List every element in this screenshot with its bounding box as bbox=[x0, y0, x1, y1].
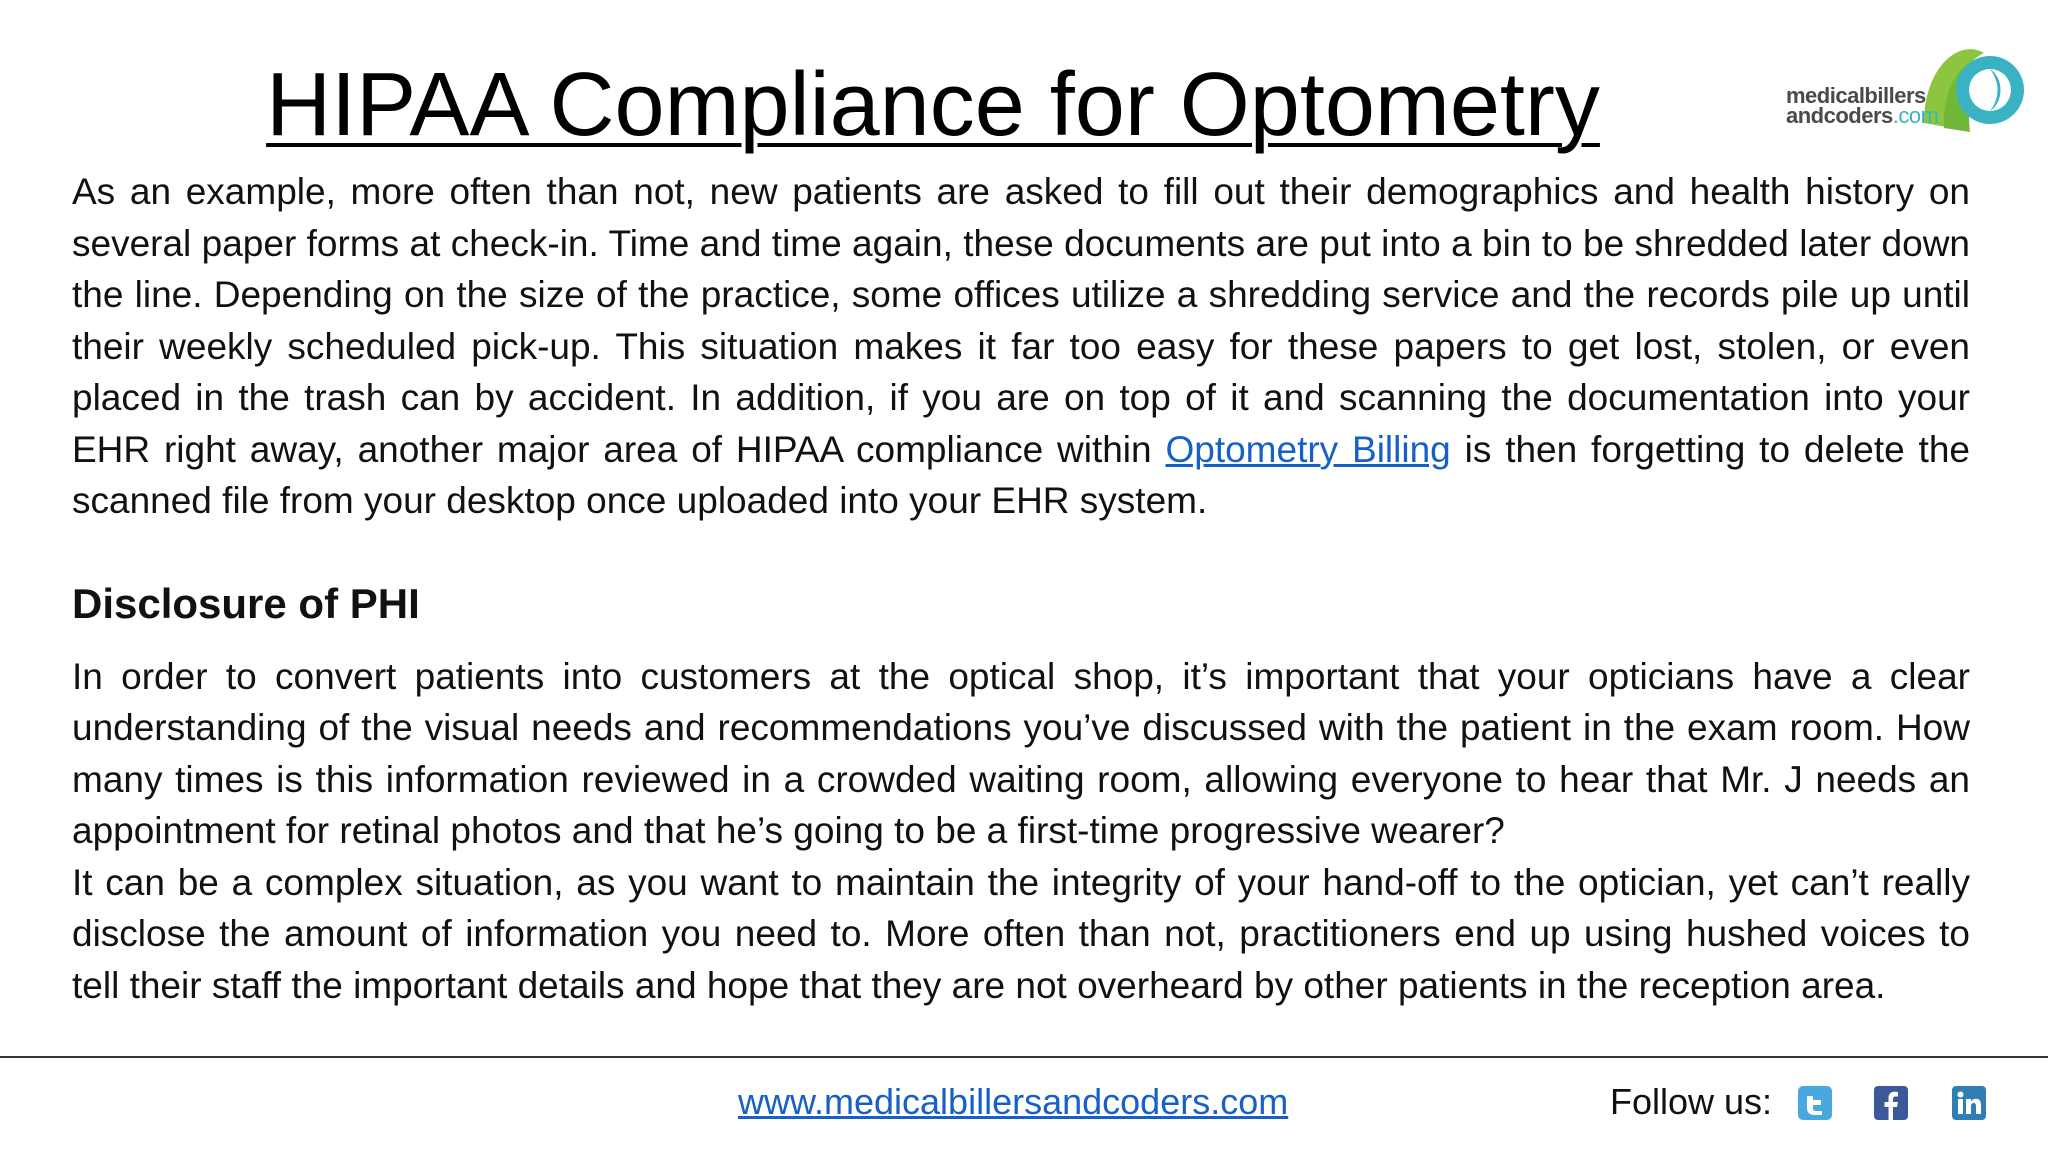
logo-wordmark bbox=[1786, 83, 1939, 128]
main-content bbox=[72, 166, 1970, 1011]
follow-us-label: Follow us: bbox=[1610, 1081, 1773, 1122]
page-title: HIPAA Compliance for Optometry bbox=[266, 55, 1600, 155]
website-link[interactable]: www.medicalbillersandcoders.com bbox=[738, 1081, 1289, 1122]
logo-line-1: medicalbillers bbox=[1786, 83, 1926, 108]
intro-text-after-link: is then forgetting to delete the scanned file from your desktop once uploaded into your EHR system. bbox=[72, 428, 1970, 521]
intro-text-before-link: As an example, more often than not, new patients are asked to fill out their demographics and health history on several paper forms at check-in. Time and time again, these documents are put into a bin to be shredded later down the line. Depending on the size of the practice, some offices utilize a shredding service and the records pile up until their weekly scheduled pick-up. This situation makes it far too easy for these papers to get lost, stolen, or even placed in the trash can by accident. In addition, if you are on top of it and scanning the documentation into your EHR right away, another major area of HIPAA compliance within bbox=[72, 171, 1970, 470]
logo-line-2 bbox=[1786, 103, 1939, 128]
logo-line-2-text: andcoders bbox=[1786, 103, 1893, 128]
disclosure-paragraph-2: It can be a complex situation, as you want to maintain the integrity of your hand-off to the optician, yet can’t really disclose the amount of information you need to. More often than not, practitioners end up using hushed voices to tell their staff the important details and hope that they are not overheard by other patients in the reception area. bbox=[72, 861, 1970, 1006]
logo-suffix: .com bbox=[1892, 103, 1939, 128]
optometry-billing-link[interactable]: Optometry Billing bbox=[1165, 428, 1451, 470]
disclosure-paragraph-1: In order to convert patients into customers at the optical shop, it’s important that your opticians have a clear understanding of the visual needs and recommendations you’ve discussed with the patient in the exam room. How many times is this information reviewed in a crowded waiting room, allowing everyone to hear that Mr. J needs an appointment for retinal photos and that he’s going to be a first-time progressive wearer? bbox=[72, 655, 1970, 851]
intro-paragraph bbox=[72, 166, 1970, 527]
footer-divider bbox=[0, 1056, 2048, 1058]
linkedin-icon[interactable] bbox=[1952, 1086, 1986, 1120]
twitter-icon[interactable] bbox=[1798, 1086, 1832, 1120]
section-heading: Disclosure of PHI bbox=[72, 579, 420, 627]
facebook-icon[interactable] bbox=[1874, 1086, 1908, 1120]
company-logo[interactable] bbox=[1786, 28, 2026, 144]
